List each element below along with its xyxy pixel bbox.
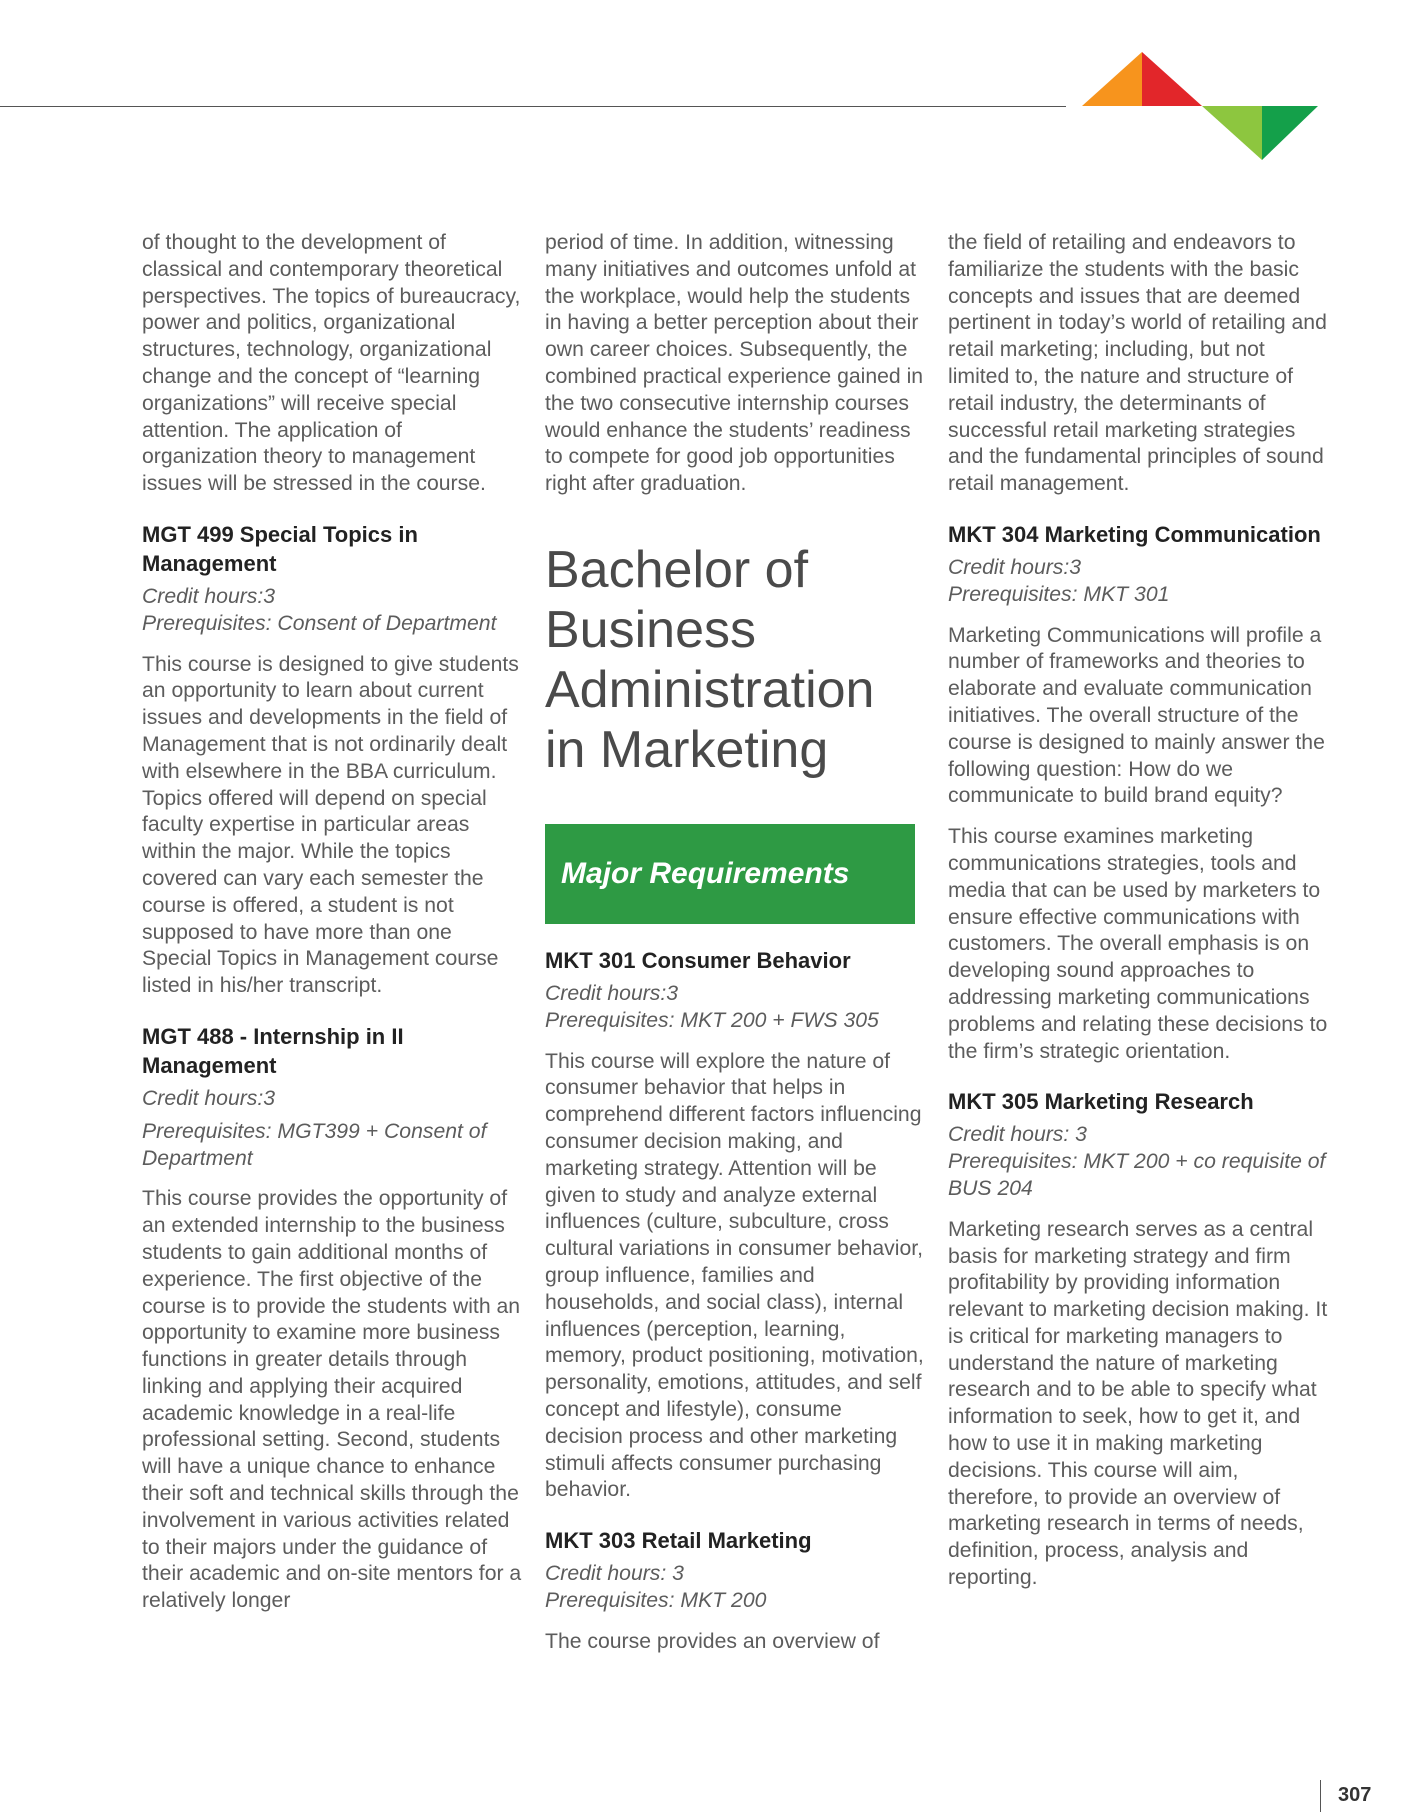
column-left xyxy=(142,230,522,1615)
page-number-rule xyxy=(1320,1780,1321,1812)
credit-hours: Credit hours:3 xyxy=(142,1086,276,1110)
course-heading: MGT 499 Special Topics in Management xyxy=(142,521,418,576)
paragraph: The course provides an overview of xyxy=(545,1629,880,1653)
credit-hours: Credit hours: 3 xyxy=(545,1562,684,1586)
credit-hours: Credit hours:3 xyxy=(142,584,276,608)
prerequisites: Prerequisites: Consent of Department xyxy=(142,611,497,635)
paragraph: the field of retailing and endeavors to familiarize the students with the basic concepts and issues that are deemed pertinent in today’s world of retailing and retail marketing; including, but not limited to, the nature and structure of retail industry, the determinants of successful retail marketing strategies and the fundamental principles of sound retail management. xyxy=(948,231,1327,496)
course-heading: MKT 301 Consumer Behavior xyxy=(545,947,851,973)
paragraph: Marketing research serves as a central basis for marketing strategy and firm profitability by providing information relevant to marketing decision making. It is critical for marketing managers to understand the nature of marketing research and to be able to specify what information to seek, how to get it, and how to use it in making marketing decisions. This course will aim, therefore, to provide an overview of marketing research in terms of needs, definition, process, analysis and reporting. xyxy=(948,1217,1328,1590)
course-heading: MKT 303 Retail Marketing xyxy=(545,1528,812,1554)
prerequisites: Prerequisites: MGT399 + Consent of Department xyxy=(142,1119,487,1170)
section-banner-label: Major Requirements xyxy=(561,856,850,890)
prerequisites: Prerequisites: MKT 301 xyxy=(948,582,1170,606)
triangle-logo-icon xyxy=(1080,50,1320,162)
header-rule xyxy=(0,106,1066,107)
logo-orange-triangle xyxy=(1082,52,1142,106)
paragraph: period of time. In addition, witnessing many initiatives and outcomes unfold at the workplace, would help the students in having a better perception about their own career choices. Subsequently, the combined practical experience gained in the two consecutive internship courses would enhance the students’ readiness to compete for good job opportunities right after graduation. xyxy=(545,231,924,496)
section-banner xyxy=(545,824,915,924)
paragraph: Marketing Communications will profile a number of frameworks and theories to elaborate and evaluate communication initiatives. The overall structure of the course is designed to mainly answer the following question: How do we communicate to build brand equity? xyxy=(948,623,1325,808)
course-heading: MKT 305 Marketing Research xyxy=(948,1089,1254,1115)
prerequisites: Prerequisites: MKT 200 + co requisite of BUS 204 xyxy=(948,1150,1326,1200)
paragraph: This course examines marketing communications strategies, tools and media that can be used by marketers to ensure effective communications with customers. The overall emphasis is on developing sound approaches to addressing marketing communications problems and relating these decisions to the firm’s strategic orientation. xyxy=(948,825,1328,1063)
column-right xyxy=(948,230,1328,1592)
paragraph: of thought to the development of classical and contemporary theoretical perspectives. The topics of bureaucracy, power and politics, organizational structures, technology, organizational change and the concept of “learning organizations” will receive special attention. The application of organization theory to management issues will be stressed in the course. xyxy=(142,231,521,496)
course-heading: MGT 488 - Internship in II Management xyxy=(142,1023,404,1078)
credit-hours: Credit hours:3 xyxy=(545,981,679,1005)
column-middle xyxy=(545,230,925,1656)
paragraph: This course provides the opportunity of an extended internship to the business students to gain additional months of experience. The first objective of the course is to provide the students with an opportunity to examine more business functions in greater details through linking and applying their acquired academic knowledge in a real-life professional setting. Second, students will have a unique chance to enhance their soft and technical skills through the involvement in various activities related to their majors under the guidance of their academic and on-site mentors for a relatively longer xyxy=(142,1187,522,1613)
program-title: Bachelor of Business Administration in Marketing xyxy=(545,540,875,779)
paragraph: This course is designed to give students an opportunity to learn about current issues and developments in the field of Management that is not ordinarily dealt with elsewhere in the BBA curriculum. Topics offered will depend on special faculty expertise in particular areas within the major. While the topics covered can vary each semester the course is offered, a student is not supposed to have more than one Special Topics in Management course listed in his/her transcript. xyxy=(142,652,519,998)
paragraph: This course will explore the nature of consumer behavior that helps in comprehend different factors influencing consumer decision making, and marketing strategy. Attention will be given to study and analyze external influences (culture, subculture, cross cultural variations in consumer behavior, group influence, families and households, and social class), internal influences (perception, learning, memory, product positioning, motivation, personality, emotions, attitudes, and self concept and lifestyle), consume decision process and other marketing stimuli affects consumer purchasing behavior. xyxy=(545,1049,924,1502)
logo-red-triangle xyxy=(1142,52,1202,106)
prerequisites: Prerequisites: MKT 200 + FWS 305 xyxy=(545,1008,879,1032)
credit-hours: Credit hours: 3 xyxy=(948,1123,1087,1147)
prerequisites: Prerequisites: MKT 200 xyxy=(545,1588,767,1612)
course-heading: MKT 304 Marketing Communication xyxy=(948,521,1321,547)
credit-hours: Credit hours:3 xyxy=(948,555,1082,579)
logo-green-triangle xyxy=(1262,106,1318,160)
page-number: 307 xyxy=(1338,1784,1372,1806)
logo-lime-triangle xyxy=(1202,106,1262,160)
